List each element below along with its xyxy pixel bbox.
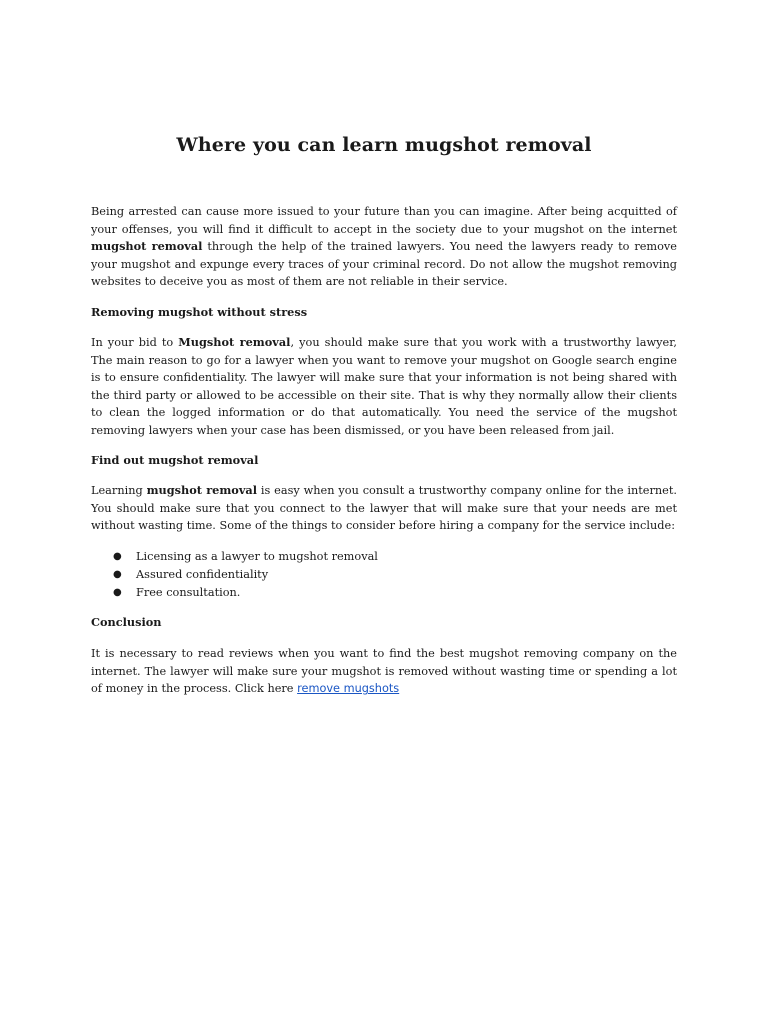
list-item [91,566,677,584]
section1-text-2: , you should make sure that you work with a trustworthy lawyer, The main reason to go for a lawyer when you want to remove your mugshot on Google search engine is to ensure confidentiality. The lawyer will make sure that your information is not being shared with the third party or allowed to be accessible on their site. That is why they normally allow their clients to clean the logged information or do that automatically. You need the service of the mugshot removing lawyers when your case has been dismissed, or you have been released from jail. [91,336,677,437]
section2-text-2: is easy when you consult a trustworthy company online for the internet. You should make sure that you connect to the lawyer that will make sure that your needs are met without wasting time. Some of the things to consider before hiring a company for the service include: [91,484,677,533]
intro-text-2: through the help of the trained lawyers. You need the lawyers ready to remove your mugshot and expunge every traces of your criminal record. Do not allow the mugshot removing websites to deceive you as most of them are not reliable in their service. [91,240,677,289]
bullet-icon: ● [113,569,122,580]
list-item-text: Licensing as a lawyer to mugshot removal [136,550,378,563]
considerations-list [91,548,677,602]
section1-bold-keyword: Mugshot removal [178,335,291,349]
bullet-icon: ● [113,587,122,598]
conclusion-heading: Conclusion [91,615,162,629]
section2-bold-keyword: mugshot removal [146,483,257,497]
list-item [91,584,677,602]
section2-text-1: Learning [91,484,147,497]
list-item-text: Free consultation. [136,586,241,599]
section1-paragraph [91,334,677,440]
section1-heading: Removing mugshot without stress [91,305,308,319]
bullet-icon: ● [113,551,122,562]
section1-text-1: In your bid to [91,336,179,349]
conclusion-paragraph [91,645,677,698]
intro-text-1: Being arrested can cause more issued to your future than you can imagine. After being acquitted of your offenses, you will find it difficult to accept in the society due to your mugshot on the internet [91,205,677,236]
remove-mugshots-link[interactable]: remove mugshots [297,682,400,696]
conclusion-text: It is necessary to read reviews when you want to find the best mugshot removing company on the internet. The lawyer will make sure your mugshot is removed without wasting time or spending a lot of money in the process. Click here [91,647,677,696]
list-item-text: Assured confidentiality [136,568,269,581]
list-item [91,548,677,566]
intro-bold-keyword: mugshot removal [91,239,203,254]
section2-heading: Find out mugshot removal [91,453,259,467]
intro-paragraph [91,203,677,291]
document-title: Where you can learn mugshot removal [176,134,592,156]
section2-paragraph [91,482,677,535]
